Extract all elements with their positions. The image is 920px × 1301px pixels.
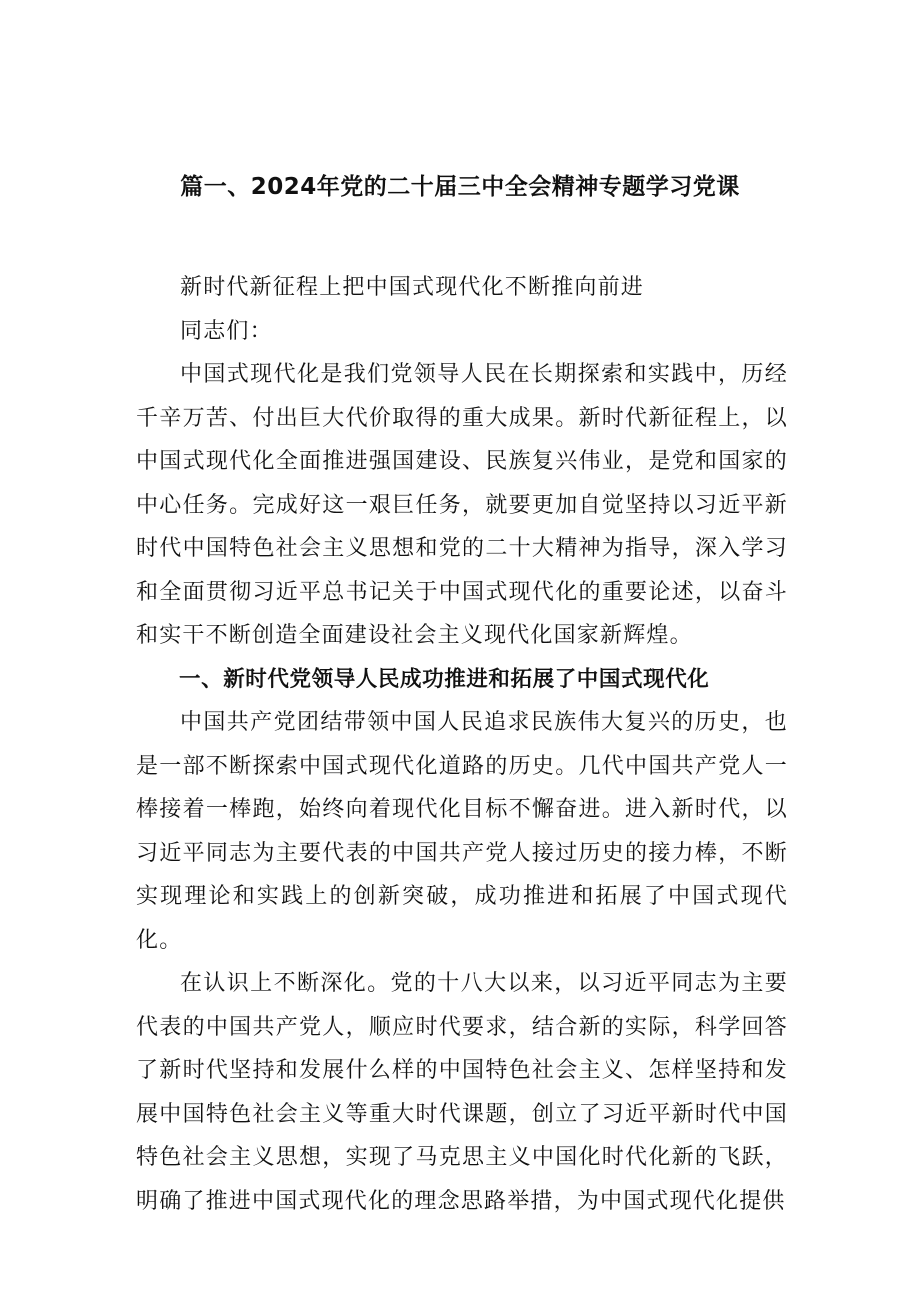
document-body — [136, 266, 788, 1223]
salutation: 同志们： — [180, 318, 273, 344]
section-paragraph: 在认识上不断深化。党的十八大以来，以习近平同志为主要代表的中国共产党人，顺应时代要求，结合新的实际，科学回答了新时代坚持和发展什么样的中国特色社会主义、怎样坚持和发展中国特色社会主义等重大时代课题，创立了习近平新时代中国特色社会主义思想，实现了马克思主义中国化时代化新的飞跃，明确了推进中国式现代化的理念思路举措，为中国式现代化提供 — [136, 971, 788, 1214]
section-heading: 一、新时代党领导人民成功推进和拓展了中国式现代化 — [179, 666, 710, 692]
section-paragraph: 中国共产党团结带领中国人民追求民族伟大复兴的历史，也是一部不断探索中国式现代化道路的历史。几代中国共产党人一棒接着一棒跑，始终向着现代化目标不懈奋进。进入新时代，以习近平同志为主要代表的中国共产党人接过历史的接力棒，不断实现理论和实践上的创新突破，成功推进和拓展了中国式现代化。 — [136, 710, 788, 953]
intro-paragraph: 中国式现代化是我们党领导人民在长期探索和实践中，历经千辛万苦、付出巨大代价取得的重大成果。新时代新征程上，以中国式现代化全面推进强国建设、民族复兴伟业，是党和国家的中心任务。完成好这一艰巨任务，就要更加自觉坚持以习近平新时代中国特色社会主义思想和党的二十大精神为指导，深入学习和全面贯彻习近平总书记关于中国式现代化的重要论述，以奋斗和实干不断创造全面建设社会主义现代化国家新辉煌。 — [136, 362, 788, 648]
document-title: 篇一、2024年党的二十届三中全会精神专题学习党课 — [180, 174, 740, 200]
document-subtitle: 新时代新征程上把中国式现代化不断推向前进 — [180, 275, 645, 300]
